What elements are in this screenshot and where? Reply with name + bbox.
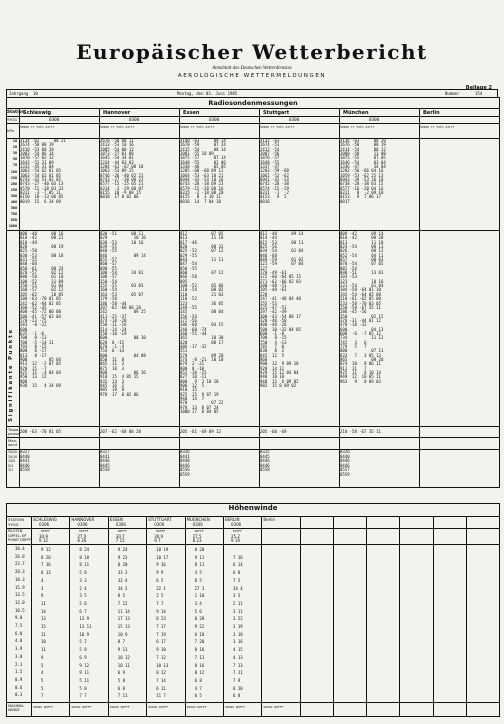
wind-row-label-5: 3/1: [8, 468, 14, 473]
yygg-label: YYGG: [7, 117, 17, 122]
pressure-level-10: 10: [12, 139, 17, 143]
hoehen-foot-1: 99999 DDFFF: [33, 705, 53, 709]
hoehen-station-7-name: Berlin: [263, 517, 275, 522]
col-2-sig-points: 030 -51 08 11 029 10 16 030 -53 10 16 039 -55 040 -55 046 09 14 055 -57 060 -57 090 -55 100 -54 34 01 108 -57 150 -54 155 -55 03 03 160 -54 163 -53 05 07 179 -58 186 -58 -44 207 -62 -68 08 20 242 09 25 413 -25 -37 474 -18 -28 550 -11 -16 514 -14 -24 558 -10 -19 600 08 10 628 8 -15 670 -1 -4 754 6 -14 800 04 08 850 11 8 865 11 3 875 10 3 900 06 16 910 15 4 05 15 935 14 3 945 16 2 985 19 8 970 17 8 02 06: [100, 231, 146, 397]
col-3-subhead: 99999 TT TdTd ddfff: [180, 125, 215, 129]
dd-label-1: DDFFF: [41, 529, 51, 533]
hoehen-col-3: 9 24 9 23 8 20 33 3 32 4 34 2 8 5 7 12 11 14 17 13 15 13 10 9 8 7 9 11 10 12 10 11 6 9 5 8 6 8 7 11: [117, 547, 130, 699]
punkt-6: 9 19: [231, 538, 240, 543]
hoehen-station-label: STATION: [8, 517, 25, 522]
gipfel-2: 27.0: [77, 533, 87, 539]
pressure-level-1000: 1000: [8, 224, 17, 229]
station-1-name: Schleswig: [23, 109, 52, 116]
station-4-code: 0300: [289, 117, 300, 123]
pressure-level-200: 200: [10, 181, 17, 186]
hoehen-col-1: 9 12 8 20 7 16 8 13 4 3 9 11 14 13 15 11 10 11 9 5 4 5 5 7: [41, 547, 51, 699]
wind-values-2: 0327 0441 0446 0445 0558: [100, 449, 110, 473]
wind-values-1: 0327 0440 0441 0446 0558: [20, 449, 30, 473]
height-level-13: 4.8: [15, 638, 23, 644]
pressure-level-70: 70: [12, 163, 17, 168]
hoehen-station-1-code: 0306: [39, 522, 50, 527]
height-level-7: 13.5: [15, 592, 25, 598]
dd-label-3: DDFFF: [117, 529, 127, 533]
hoehen-station-2-name: HANNOVER: [71, 517, 95, 522]
dd-label-2: DDFFF: [79, 529, 89, 533]
wind-row-label-4: 5/3: [8, 463, 14, 468]
height-level-2: 26.8: [15, 553, 25, 559]
station-4-name: Stuttgart: [263, 109, 290, 116]
col-5-std-levels: 3136 -63 08 20 2676 -50 08 19 2414 -54 08 12 2088 -58 11 08 1875 -55 07 05 1646 -54 03 04 1336 -47 34 04 1202 -56 -66 04 16 1059 -53 -62 25 13 0943 -39 -53 26 18 0738 -28 -38 03 15 0577 -16 -20 04 16 0311 0 -2 09 10 0153 9 7 06 17 0017: [340, 138, 386, 204]
height-level-9: 10.5: [15, 607, 25, 613]
hoehen-station-1-name: SCHLESWIG: [33, 517, 57, 522]
pressure-level-20: 20: [12, 145, 17, 150]
hoehen-station-4-code: 0306: [154, 522, 165, 527]
subtitle-amtsblatt: Amtsblatt des Deutschen Wetterdienstes: [212, 66, 292, 71]
pressure-level-250: 250: [10, 187, 17, 192]
height-level-19: 0.6: [15, 684, 23, 690]
punkt-1: 9 12: [39, 538, 48, 543]
col-1-sig-points: 008 -40 08 16 010 -42 08 21 018 -49 020 08 19 025 -50 030 -53 08 18 031 -55 040 -60 050 -61 08 24 070 -57 02 12 080 -58 01 10 100 -52 31 09 150 -55 01 04 160 -57 02 12 205 -62 10 05 208 -63 -70 01 05 242 -62 -84 02 05 360 -52 -45 400 -45 -72 00 00 500 -41 -57 03 04 570 -23 -75 583 -8 -22 600 635 -1 -6 700 0 -13 700 -5 -14 11 793 8 -15 800 8 -17 813 8 -17 900 05 04 913 12 -2 07 05 920 15 -7 925 15 -4 04 04 950 13 12 900 930 15 4 34 09: [20, 231, 64, 389]
height-level-5: 18.3: [15, 576, 25, 582]
col-4-sig-points: 012 -40 09 14 014 -44 015 -53 08 11 025 -56 034 -54 01 04 046 -60 048 -59 01 02 121 -59 07 04 127 170 -49 -61 172 -60 -64 05 15 271 -62 -66 02 03 200 -48 -51 205 -48 -61 228 247 -41 -48 04 40 155 -55 225 -47 -51 297 -42 -49 300 -43 -54 08 17 320 -40 -50 400 -40 -26 500 10 -32 04 05 600 -1 -8 700 0 -15 750 4 -13 785 7 0 830 8 2 845 12 5 860 900 12 9 09 18 920 14 11 929 15 12 04 04 948 18 10 940 15 6 09 02 982 15 8 09 02: [260, 231, 304, 389]
height-level-4: 20.3: [15, 569, 25, 575]
wind-row-label-1: 30/20: [8, 450, 18, 454]
col-1-std-levels: 3134 -62 08 21 2674 -58 08 19 2410 -53 08 18 2083 -54 06 14 1870 -57 02 12 1643 -52 31 09 1332 -45 31 04 1063 -54 62 01 05 1063 -54 62 01 05 0743 -42 53 02 05 0743 -27 -40 03 13 0578 -15 -20 03 33 0311 -3 -7 05 11 0150 10 -13 06 05 0019 15 6 34 09: [20, 138, 66, 204]
hoehen-col-4: 10 19 10 17 9 16 9 9 6 5 32 1 2 5 7 7 9 14 8 23 7 17 7 19 6 17 9 10 7 12 10 13 8 12 7 14 6 11 11 7: [156, 547, 169, 699]
subtitle-aerologische: AEROLOGISCHE WETTERMELDUNGEN: [177, 73, 327, 79]
col-1-subhead: 99999 TT TdTd ddfff: [20, 125, 55, 129]
hoehen-col-5: 8 20 9 11 8 11 4 5 8 5 27 3 1 10 3 4 5 6 8 28 9 22 6 18 7 20 8 16 7 13 8 16 8 12 6 8 4 7 6 5: [194, 547, 205, 699]
tropo-value-5: 210 -58 -67 35 11: [340, 429, 381, 434]
punkt-label: PUNKT DDFFF: [8, 538, 32, 542]
pressure-level-30: 30: [12, 151, 17, 156]
height-level-12: 6.0: [15, 630, 23, 636]
hoehen-station-2-code: 0306: [77, 522, 88, 527]
hoehen-col-2: 8 24 8 18 8 11 5 8 3 3 2 4 3 5 5 6 6 7 13 9 13 11 10 9 5 7 5 8 6 9 9 12 9 11 5 11 5 8 7 7: [79, 547, 92, 699]
signifikante-punkte-label: Signifikante Punkte: [8, 328, 14, 422]
wind-values-5: 0326 0440 0446 0446 0557 0559: [340, 449, 350, 477]
height-level-8: 12.0: [15, 599, 25, 605]
hoehen-station-4-name: STUTTGART: [148, 517, 172, 522]
punkt-3: 7 15: [115, 538, 125, 543]
tropo-value-4: 205 -60 -69: [260, 429, 287, 434]
hoehen-foot-2: 99999 DDFFF: [71, 705, 92, 709]
station-2-name: Hannover: [103, 109, 131, 116]
hoehenwinde-table: [6, 503, 500, 717]
date-text: Montag, den 03. Juni 1985: [177, 90, 238, 96]
col-4-std-levels: 3132 -63 2674 -51 2412 -54 2087 -56 1876 -57 1648 -55 1337 -47 1203 -59 -68 1061 -52 -62 0941 -42 -54 0742 -28 -38 0574 -15 -29 0311 -1 -2 0153 9 5 0016: [260, 138, 289, 204]
nummer-value: 154: [475, 90, 483, 96]
wind-values-4: 0325 0445 0446 0446 0558: [260, 449, 270, 473]
tropo-value-2: 207 -62 -68 08 20: [100, 429, 141, 434]
height-level-18: 0.9: [15, 676, 23, 682]
hoehen-station-5-code: 0306: [192, 522, 203, 527]
tropo-value-1: 208 -63 -70 01 05: [20, 429, 61, 434]
hpa-label: hPa: [7, 128, 14, 133]
col-4-subhead: 99999 TT TdTd ddfff: [260, 125, 295, 129]
height-level-16: 2.1: [15, 661, 23, 667]
height-level-20: 0.3: [15, 692, 23, 698]
height-level-15: 3.0: [15, 653, 23, 659]
gipfel-3: 30.7: [115, 533, 125, 539]
gipfel-6: 25.2: [231, 533, 240, 539]
piloten-label: PILOTEN: [8, 529, 23, 533]
gipfel-4: 30.9: [154, 533, 164, 539]
height-level-1: 30.4: [15, 546, 25, 551]
gipfel-5: 27.5: [192, 533, 202, 539]
hoehen-yygg-label: YYGG: [8, 522, 19, 527]
header: [0, 0, 504, 108]
station-label: Station: [7, 110, 25, 115]
height-level-3: 23.7: [15, 561, 25, 567]
gipfel-label: GIPFEL- KP: [8, 533, 27, 538]
tropo-maxwind-section: [6, 426, 500, 488]
height-level-11: 7.5: [15, 623, 23, 628]
height-level-6: 15.9: [15, 584, 25, 590]
hoehen-foot-7: 99999 DDFFF: [263, 705, 284, 709]
wind-row-label-3: 10/5: [8, 459, 16, 464]
pressure-level-300: 300: [10, 193, 17, 198]
pressure-level-850: 850: [10, 218, 17, 223]
beilage-label: Beilage 2: [465, 85, 492, 91]
hoehen-maxwind-label: MAXIMAL- WINDE: [8, 704, 25, 712]
hoehen-station-3-code: 0306: [115, 522, 126, 527]
gipfel-1: 30.9: [39, 533, 48, 539]
col-2-std-levels: 2676 -58 08 11 2413 -53 10 16 2085 -54 08 12 1873 -57 01 08 1645 -54 34 01 1334 -44 03 03 1204 -61 -67 08 18 1063 -53 09 25 0746 -26 -40 02 21 0743 -27 -38 08 22 0577 -15 -25 05 21 0314 -3 -29 08 07 0155 10 -9 08 15 0018 17 8 02 06: [100, 138, 144, 200]
dd-label-6: DDFFF: [233, 529, 243, 533]
station-1-code: 0300: [49, 117, 60, 123]
jahrgang-label: Jahrgang: [9, 90, 29, 96]
wind-values-3: 0326 0441 0440 0446 0556 0559: [180, 449, 190, 477]
col-2-subhead: 99999 TT TdTd ddfff: [100, 125, 135, 129]
station-3-code: 0300: [209, 117, 220, 123]
hoehen-foot-5: 99999 DDFFF: [186, 705, 207, 709]
nummer-label: Nummer: [445, 90, 460, 96]
height-level-14: 3.9: [15, 646, 23, 652]
col-5-sig-points: 009 -42 09 14 010 -42 08 20 013 11 18 024 -54 08 13 026 08 12 052 -54 04 11 057 08 03 070 -54 07 05 082 -54 090 -51 13 01 103 -53 123 10 16 131 -54 01 04 184 -58 -64 01 10 192 -54 -64 05 08 218 -61 -62 05 08 233 -58 -70 03 05 250 -58 -67 35 11 286 -45 -56 350 02 15 376 -31 -44 01 12 478 -18 -32 600 04 13 608 -6 -7 05 12 734 11 12 745 3 6 779 5 7 800 07 11 833 7 3 05 13 865 08 20 874 10 8 06 11 911 11 7 925 11 8 10 14 949 12 10 05 11 963 9 8 09 03: [340, 231, 384, 384]
station-6-name: Berlin: [423, 109, 440, 116]
hoehen-station-3-name: ESSEN: [109, 517, 123, 522]
pressure-level-100: 100: [10, 169, 17, 174]
wind-row-label-2: 20/10: [8, 454, 18, 459]
pressure-level-500: 500: [10, 206, 17, 211]
hoehen-station-5-name: MUENCHEN: [186, 517, 210, 522]
station-2-code: 0300: [129, 117, 140, 123]
hoehen-foot-4: 99999 DDFFF: [148, 705, 169, 709]
col-3-sig-points: 012 07 05 013 11 18 017 -46 020 08 32 025 -52 07 12 029 -55 044 11 11 047 -54 050 -55 060 07 12 066 -58 095 100 -52 05 06 110 -54 08 02 110 21 03 118 -52 123 36 05 149 -55 145 08 04 156 -54 172 -56 186 -60 04 15 240 -60 -74 360 -55 -44 365 10 30 420 08 17 486 -17 -32 551 570 09 20 574 -8 -21 10 10 679 2 -21 800 8 -10 852 -10 -25 827 10 -11 900 9 3 10 10 906 12 5 910 15 925 15 9 07 19 940 14 7 970 07 22 970 13 8 07 24 1000 17 8 04 05: [180, 231, 224, 415]
station-5-name: München: [343, 109, 369, 116]
pressure-level-400: 400: [10, 200, 17, 204]
tropo-value-3: 205 -61 -69 09 12: [180, 429, 221, 434]
hoehen-title: Höhenwinde: [228, 504, 278, 512]
punkt-2: 8 26: [77, 538, 87, 543]
radiosonde-table: [6, 97, 500, 427]
punkt-4: 9 7: [154, 538, 161, 543]
dd-label-4: DDFFF: [156, 529, 166, 533]
dd-label-5: DDFFF: [194, 529, 204, 533]
pressure-level-50: 50: [12, 157, 17, 162]
tropo-label: Tropo-pause: [8, 427, 20, 436]
hoehen-foot-3: 99999 DDFFF: [109, 705, 130, 709]
hoehen-station-6-name: BERLIN: [225, 517, 240, 522]
jahrgang-value: 10: [33, 90, 38, 96]
station-3-name: Essen: [183, 109, 200, 116]
col-6-subhead: 99999 TT TdTd ddfff: [420, 125, 455, 129]
hoehen-foot-6: 99999 DDFFF: [225, 705, 245, 709]
hoehen-station-6-code: 0306: [231, 522, 242, 527]
height-level-10: 9.0: [15, 615, 23, 621]
col-3-std-levels: 3140 -63 09 14 2678 -59 07 24 2415 -54 08 14 2081 -55 10 09 1875 -57 07 14 1648 -55 01 06 1338 -46 05 05 1205 -60 -68 09 12 1064 -53 -63 10 21 0944 -43 -54 10 26 0743 -28 -38 09 23 0579 -15 -20 08 16 0315 -2 -18 08 20 0155 8 3 10 11 0016 14 7 04 10: [180, 138, 226, 204]
pressure-level-700: 700: [10, 212, 17, 217]
maxwind-label: Max-wind: [8, 438, 18, 447]
col-5-subhead: 99999 TT TdTd ddfff: [340, 125, 375, 129]
radio-title: Radiosondenmessungen: [208, 99, 298, 107]
pressure-level-150: 150: [10, 175, 17, 180]
height-level-17: 1.5: [15, 669, 23, 675]
hoehen-col-6: 7 16 6 14 6 8 7 5 34 4 3 5 2 11 3 11 3 22 3 19 3 18 3 16 4 15 4 13 7 13 7 11 7 9 6 10 6 8: [233, 554, 243, 699]
page-title: Europäischer Wetterbericht: [76, 40, 428, 64]
punkt-5: 8 23: [192, 538, 202, 543]
station-5-code: 0300: [369, 117, 380, 123]
